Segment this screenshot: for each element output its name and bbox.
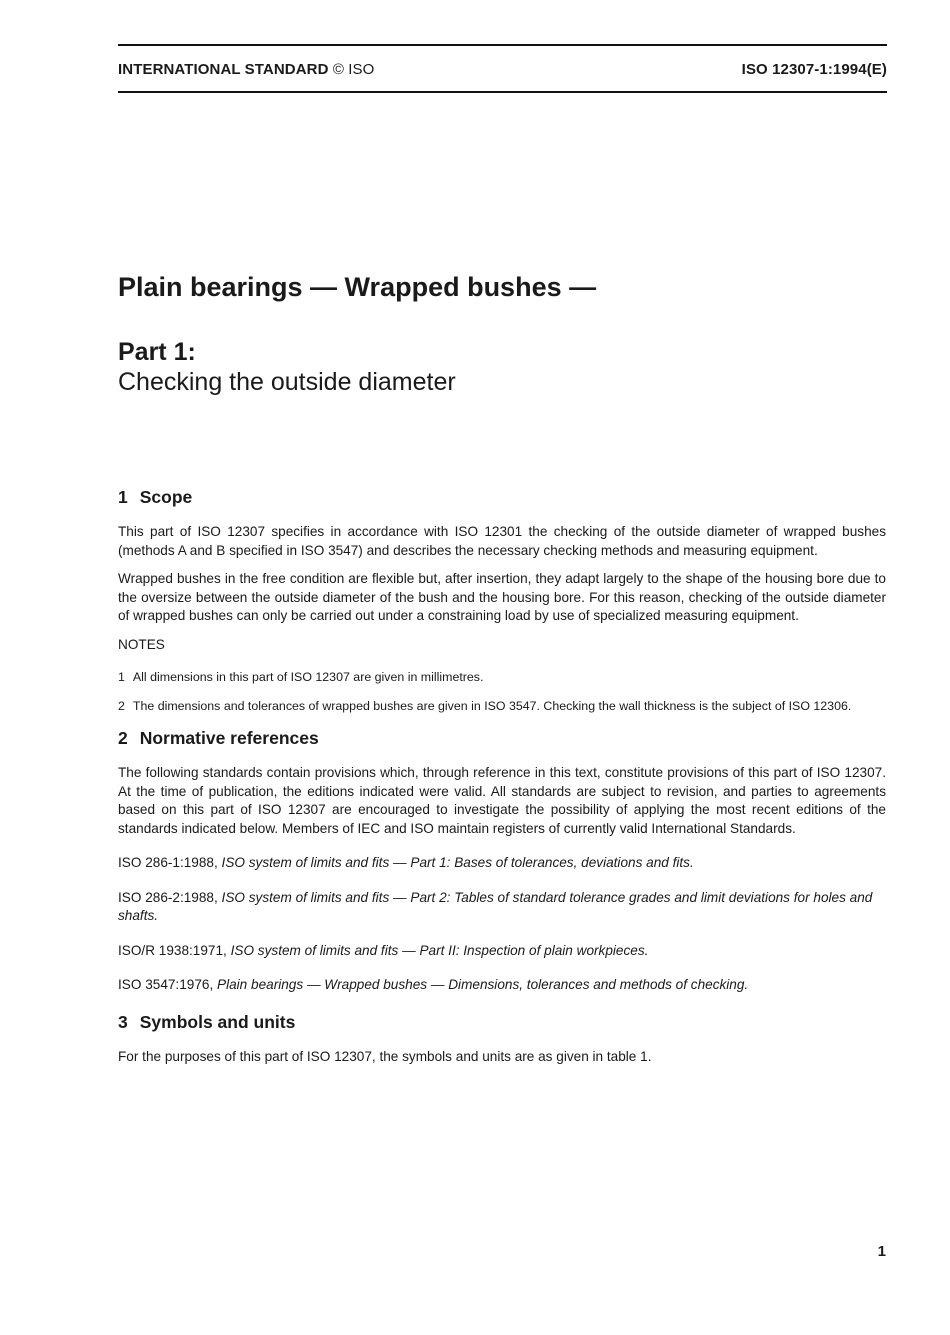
section-normative-references xyxy=(118,727,886,995)
note-text: All dimensions in this part of ISO 12307 are given in millimetres. xyxy=(132,670,484,684)
section-number: 3 xyxy=(118,1011,128,1032)
note xyxy=(118,669,886,686)
document-body xyxy=(118,486,886,1076)
reference-item xyxy=(118,889,886,926)
notes-heading: NOTES xyxy=(118,636,165,652)
section-number: 2 xyxy=(118,728,128,748)
reference-title: ISO system of limits and fits — Part II: Inspection of plain workpieces. xyxy=(230,942,649,958)
document-title: Plain bearings — Wrapped bushes — xyxy=(118,272,597,302)
section-title: Symbols and units xyxy=(139,1011,296,1032)
reference-code: ISO 286-1:1988, xyxy=(118,855,218,870)
section-number: 1 xyxy=(118,487,128,507)
reference-code: ISO/R 1938:1971, xyxy=(118,942,227,958)
header-copyright: © ISO xyxy=(332,61,375,78)
reference-title: Plain bearings — Wrapped bushes — Dimensions, tolerances and methods of checking. xyxy=(217,977,749,992)
section-title: Scope xyxy=(139,487,193,507)
part-subtitle: Checking the outside diameter xyxy=(118,368,456,396)
section-scope xyxy=(118,486,886,715)
reference-code: ISO 3547:1976, xyxy=(118,977,214,992)
note-number: 2 xyxy=(118,699,125,713)
reference-code: ISO 286-2:1988, xyxy=(118,889,218,905)
section-heading xyxy=(118,486,886,508)
reference-item xyxy=(118,854,886,873)
section-symbols-and-units xyxy=(118,1011,886,1067)
header-top-rule xyxy=(118,44,887,46)
section-title: Normative references xyxy=(139,728,319,748)
header-standard-type: INTERNATIONAL STANDARD xyxy=(118,61,329,78)
paragraph: The following standards contain provisions which, through reference in this text, constitute provisions of this part of ISO 12307. At the time of publication, the editions indicated were valid. All standards are subject to revision, and parties to agreements based on this part of ISO 12307 are encouraged to investigate the possibility of applying the most recent editions of the standards indicated below. Members of IEC and ISO maintain registers of currently valid International Standards. xyxy=(118,765,886,836)
page-number: 1 xyxy=(877,1243,886,1260)
reference-item xyxy=(118,942,886,961)
paragraph: For the purposes of this part of ISO 12307, the symbols and units are as given in table 1. xyxy=(118,1048,652,1064)
section-heading xyxy=(118,727,886,749)
part-label: Part 1: xyxy=(118,338,196,366)
paragraph: Wrapped bushes in the free condition are flexible but, after insertion, they adapt largely to the shape of the housing bore due to the oversize between the outside diameter of the bush and the housing bore. For this reason, checking of the outside diameter of wrapped bushes can only be carried out under a constraining load by use of specialized measuring equipment. xyxy=(118,571,886,623)
note xyxy=(118,698,886,715)
paragraph: This part of ISO 12307 specifies in accordance with ISO 12301 the checking of the outside diameter of wrapped bushes (methods A and B specified in ISO 3547) and describes the necessary checking methods and measuring equipment. xyxy=(118,524,886,558)
reference-title: ISO system of limits and fits — Part 1: Bases of tolerances, deviations and fits. xyxy=(221,855,694,870)
section-heading xyxy=(118,1011,886,1033)
reference-item xyxy=(118,976,886,995)
reference-title: ISO system of limits and fits — Part 2: Tables of standard tolerance grades and limit deviations for holes and shafts. xyxy=(118,889,873,923)
note-text: The dimensions and tolerances of wrapped bushes are given in ISO 3547. Checking the wall thickness is the subject of ISO 12306. xyxy=(132,699,852,713)
header-left xyxy=(118,61,374,78)
header-bottom-rule xyxy=(118,91,887,93)
header-document-id: ISO 12307-1:1994(E) xyxy=(741,61,887,78)
note-number: 1 xyxy=(118,670,125,684)
